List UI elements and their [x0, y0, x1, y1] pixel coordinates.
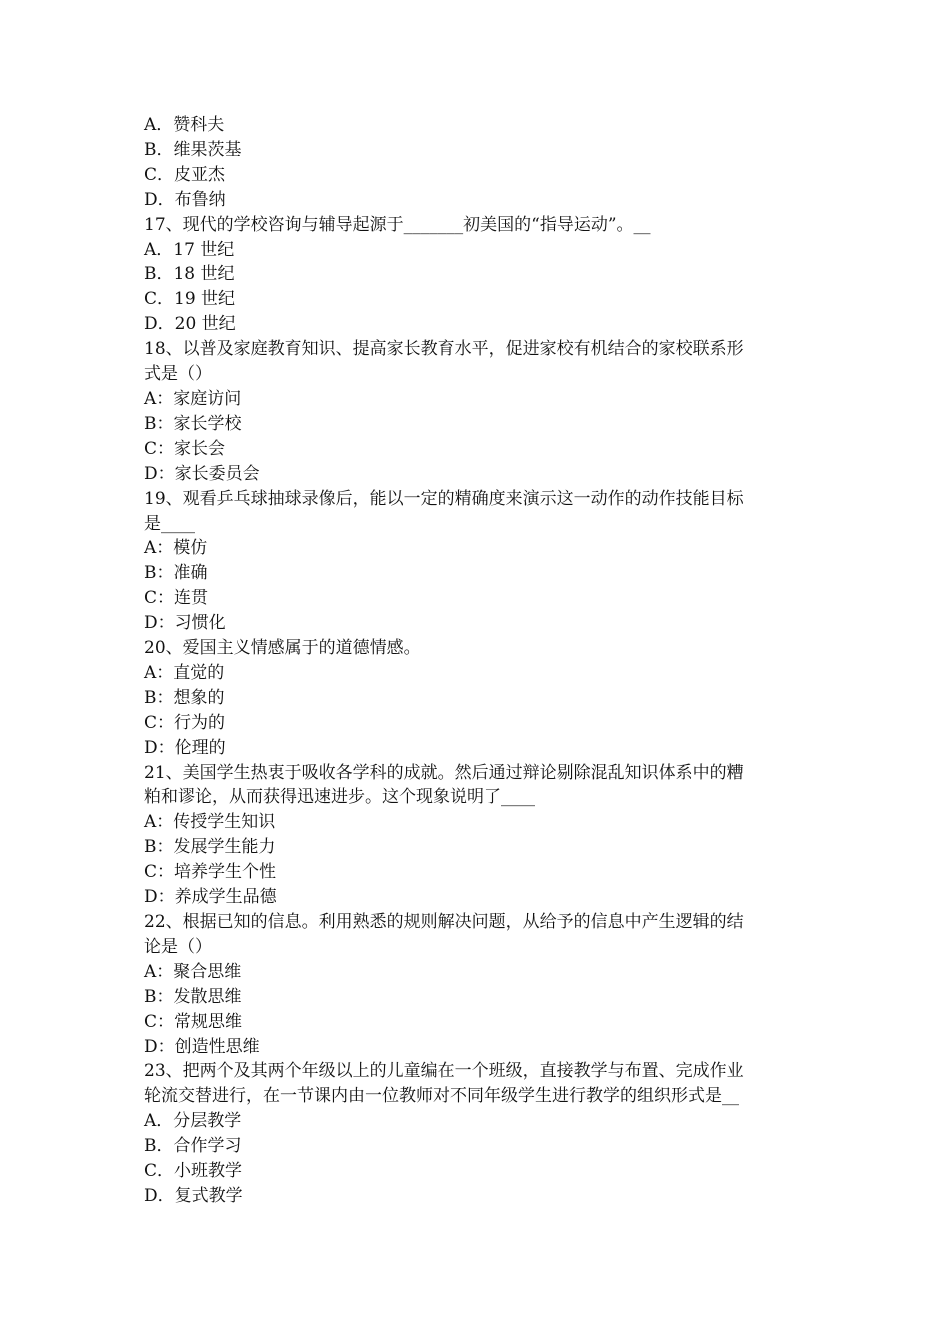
answer-option-line: C．皮亚杰 — [144, 164, 226, 185]
answer-option-line: D：养成学生品德 — [144, 887, 277, 908]
answer-option-line: C．19 世纪 — [144, 289, 236, 310]
answer-option-line: D．布鲁纳 — [144, 189, 226, 210]
question-text-line: 22、根据已知的信息。利用熟悉的规则解决问题，从给予的信息中产生逻辑的结 — [144, 912, 744, 932]
answer-option-line: A．分层教学 — [144, 1111, 242, 1132]
question-text-line: 19、观看乒乓球抽球录像后，能以一定的精确度来演示这一动作的动作技能目标 — [144, 488, 744, 509]
answer-option-line: C．小班教学 — [144, 1161, 243, 1182]
answer-option-line: D．20 世纪 — [144, 314, 236, 335]
answer-option-line: B：发展学生能力 — [144, 837, 276, 858]
answer-option-line: A：聚合思维 — [144, 961, 242, 982]
answer-option-line: B．维果茨基 — [144, 139, 242, 160]
question-text-line: 23、把两个及其两个年级以上的儿童编在一个班级，直接教学与布置、完成作业 — [144, 1061, 744, 1082]
answer-option-line: B：想象的 — [144, 687, 225, 708]
answer-option-line: B．合作学习 — [144, 1136, 242, 1157]
answer-option-line: C：家长会 — [144, 438, 226, 459]
answer-option-line: A：传授学生知识 — [144, 812, 276, 833]
answer-option-line: A：模仿 — [144, 538, 208, 559]
question-text-line: 式是（） — [144, 364, 212, 385]
question-text-line: 论是（） — [144, 936, 212, 957]
question-text-line: 20、爱国主义情感属于的道德情感。 — [144, 638, 421, 659]
answer-option-line: B：准确 — [144, 563, 208, 584]
question-text-line: 17、现代的学校咨询与辅导起源于_______初美国的“指导运动”。__ — [144, 214, 651, 235]
question-text-line: 轮流交替进行，在一节课内由一位教师对不同年级学生进行教学的组织形式是__ — [144, 1086, 739, 1107]
answer-option-line: D：创造性思维 — [144, 1036, 260, 1057]
document-page — [144, 113, 814, 1209]
answer-option-line: C：常规思维 — [144, 1011, 243, 1032]
answer-option-line: D．复式教学 — [144, 1185, 243, 1206]
answer-option-line: D：家长委员会 — [144, 463, 260, 484]
answer-option-line: A：家庭访问 — [144, 388, 242, 409]
answer-option-line: C：培养学生个性 — [144, 862, 277, 883]
answer-option-line: C：行为的 — [144, 712, 226, 733]
answer-option-line: D：习惯化 — [144, 613, 226, 634]
question-text-line: 21、美国学生热衷于吸收各学科的成就。然后通过辩论剔除混乱知识体系中的糟 — [144, 762, 744, 783]
answer-option-line: B：家长学校 — [144, 413, 242, 434]
answer-option-line: A：直觉的 — [144, 662, 225, 683]
answer-option-line: A．赞科夫 — [144, 115, 225, 135]
question-text-line: 是____ — [144, 513, 195, 534]
answer-option-line: D：伦理的 — [144, 737, 226, 758]
answer-option-line: B：发散思维 — [144, 986, 242, 1007]
question-text-line: 粕和谬论，从而获得迅速进步。这个现象说明了____ — [144, 787, 535, 808]
answer-option-line: A．17 世纪 — [144, 239, 235, 260]
question-text-line: 18、以普及家庭教育知识、提高家长教育水平，促进家校有机结合的家校联系形 — [144, 339, 744, 360]
answer-option-line: B．18 世纪 — [144, 264, 235, 285]
answer-option-line: C：连贯 — [144, 588, 209, 609]
